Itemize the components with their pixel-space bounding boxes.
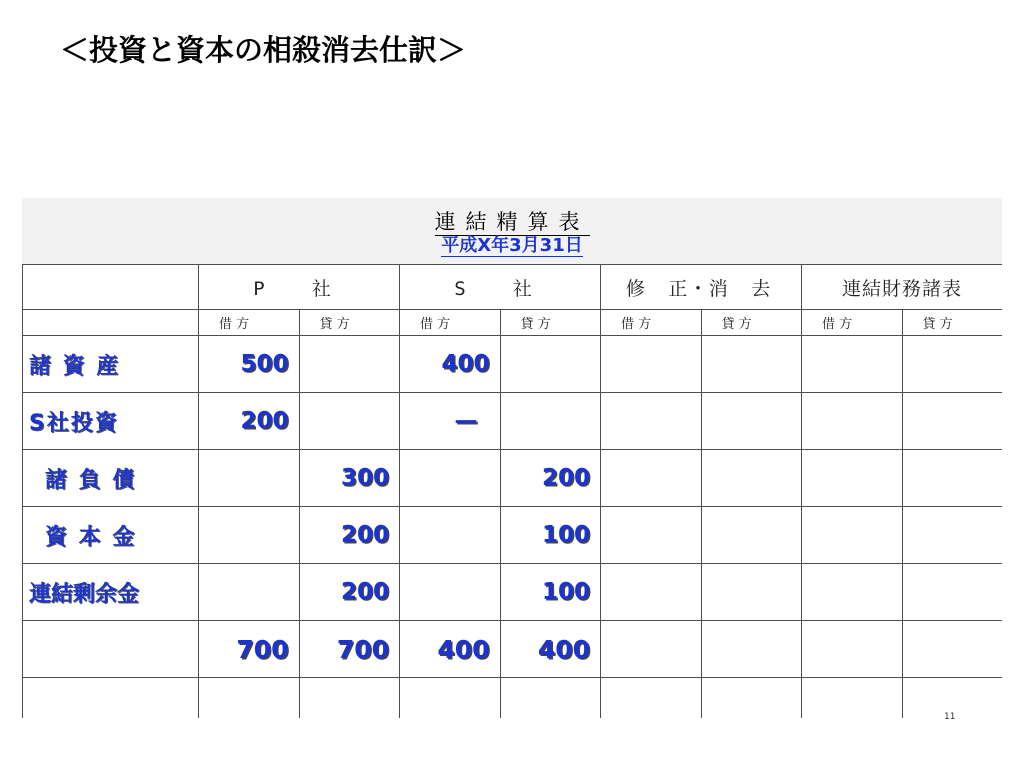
value-cell	[701, 336, 802, 393]
value-cell	[701, 393, 802, 450]
row-label: S社投資	[23, 393, 199, 450]
value-cell	[701, 564, 802, 621]
value-cell	[701, 450, 802, 507]
empty-cell	[199, 678, 300, 719]
value-cell	[802, 507, 903, 564]
value-cell	[902, 564, 1002, 621]
sub-header-debit	[199, 310, 300, 336]
totals-row	[23, 621, 1003, 678]
row-label: 諸 資 産	[23, 336, 199, 393]
col-header-consolidated: 連結財務諸表	[802, 265, 1002, 310]
sub-header-text: 貸 方	[520, 317, 551, 332]
empty-cell	[400, 678, 501, 719]
value-cell: 500	[199, 336, 300, 393]
value-cell: 200	[299, 564, 400, 621]
total-cell: 700	[199, 621, 300, 678]
total-cell: 400	[400, 621, 501, 678]
sub-header-debit	[400, 310, 501, 336]
sub-header-text: 借 方	[822, 317, 853, 332]
value-cell	[601, 393, 702, 450]
value-cell	[400, 564, 501, 621]
empty-cell	[601, 678, 702, 719]
header-corner-cell	[23, 265, 199, 310]
sub-header-text: 貸 方	[319, 317, 350, 332]
sub-header-text: 借 方	[420, 317, 451, 332]
total-cell	[601, 621, 702, 678]
col-header-p: P 社	[199, 265, 400, 310]
value-cell	[400, 450, 501, 507]
table-row	[23, 336, 1003, 393]
empty-cell	[23, 678, 199, 719]
table-row	[23, 564, 1003, 621]
value-cell	[199, 450, 300, 507]
sub-header-credit	[299, 310, 400, 336]
row-label: 資 本 金	[23, 507, 199, 564]
table-row	[23, 393, 1003, 450]
sub-header-text: 借 方	[219, 317, 250, 332]
sub-header-debit	[601, 310, 702, 336]
empty-row	[23, 678, 1003, 719]
table-row	[23, 450, 1003, 507]
col-header-adjust: 修 正･消 去	[601, 265, 802, 310]
empty-cell	[701, 678, 802, 719]
value-cell	[902, 393, 1002, 450]
value-cell	[199, 564, 300, 621]
sub-header-credit	[701, 310, 802, 336]
value-cell: 100	[500, 564, 601, 621]
value-cell: 100	[500, 507, 601, 564]
page-number: 11	[944, 712, 956, 722]
sub-header-text: 貸 方	[922, 317, 953, 332]
row-label: 連結剰余金	[23, 564, 199, 621]
value-cell	[802, 393, 903, 450]
consolidation-worksheet	[22, 198, 1002, 718]
empty-cell	[299, 678, 400, 719]
sub-header-credit	[902, 310, 1002, 336]
value-cell: 200	[500, 450, 601, 507]
total-cell	[802, 621, 903, 678]
total-cell: 400	[500, 621, 601, 678]
value-cell: 200	[299, 507, 400, 564]
worksheet-date-text: 平成X年3月31日	[441, 235, 583, 256]
value-cell	[902, 336, 1002, 393]
table-row	[23, 507, 1003, 564]
value-cell	[299, 336, 400, 393]
value-cell	[601, 450, 702, 507]
sub-header-text: 借 方	[621, 317, 652, 332]
sub-header-text: 貸 方	[721, 317, 752, 332]
empty-cell	[500, 678, 601, 719]
totals-label-cell	[23, 621, 199, 678]
value-cell	[902, 507, 1002, 564]
page-title: ＜投資と資本の相殺消去仕訳＞	[60, 33, 467, 67]
debit-credit-header-row	[23, 310, 1003, 336]
total-cell	[902, 621, 1002, 678]
value-cell	[802, 336, 903, 393]
value-cell	[500, 336, 601, 393]
value-cell	[400, 507, 501, 564]
empty-cell	[802, 678, 903, 719]
value-cell: —	[400, 393, 501, 450]
value-cell: 400	[400, 336, 501, 393]
value-cell	[701, 507, 802, 564]
row-label: 諸 負 債	[23, 450, 199, 507]
value-cell: 300	[299, 450, 400, 507]
worksheet-date	[22, 231, 1002, 257]
value-cell	[601, 564, 702, 621]
sub-header-credit	[500, 310, 601, 336]
value-cell	[802, 564, 903, 621]
total-cell: 700	[299, 621, 400, 678]
worksheet-table	[22, 264, 1002, 718]
total-cell	[701, 621, 802, 678]
value-cell	[902, 450, 1002, 507]
worksheet-header	[22, 198, 1002, 264]
value-cell	[601, 507, 702, 564]
value-cell: 200	[199, 393, 300, 450]
worksheet-title-text: 連結精算表	[434, 210, 590, 234]
value-cell	[199, 507, 300, 564]
value-cell	[299, 393, 400, 450]
value-cell	[500, 393, 601, 450]
column-group-header-row	[23, 265, 1003, 310]
sub-header-debit	[802, 310, 903, 336]
value-cell	[601, 336, 702, 393]
col-header-s: S 社	[400, 265, 601, 310]
sub-header-corner	[23, 310, 199, 336]
value-cell	[802, 450, 903, 507]
